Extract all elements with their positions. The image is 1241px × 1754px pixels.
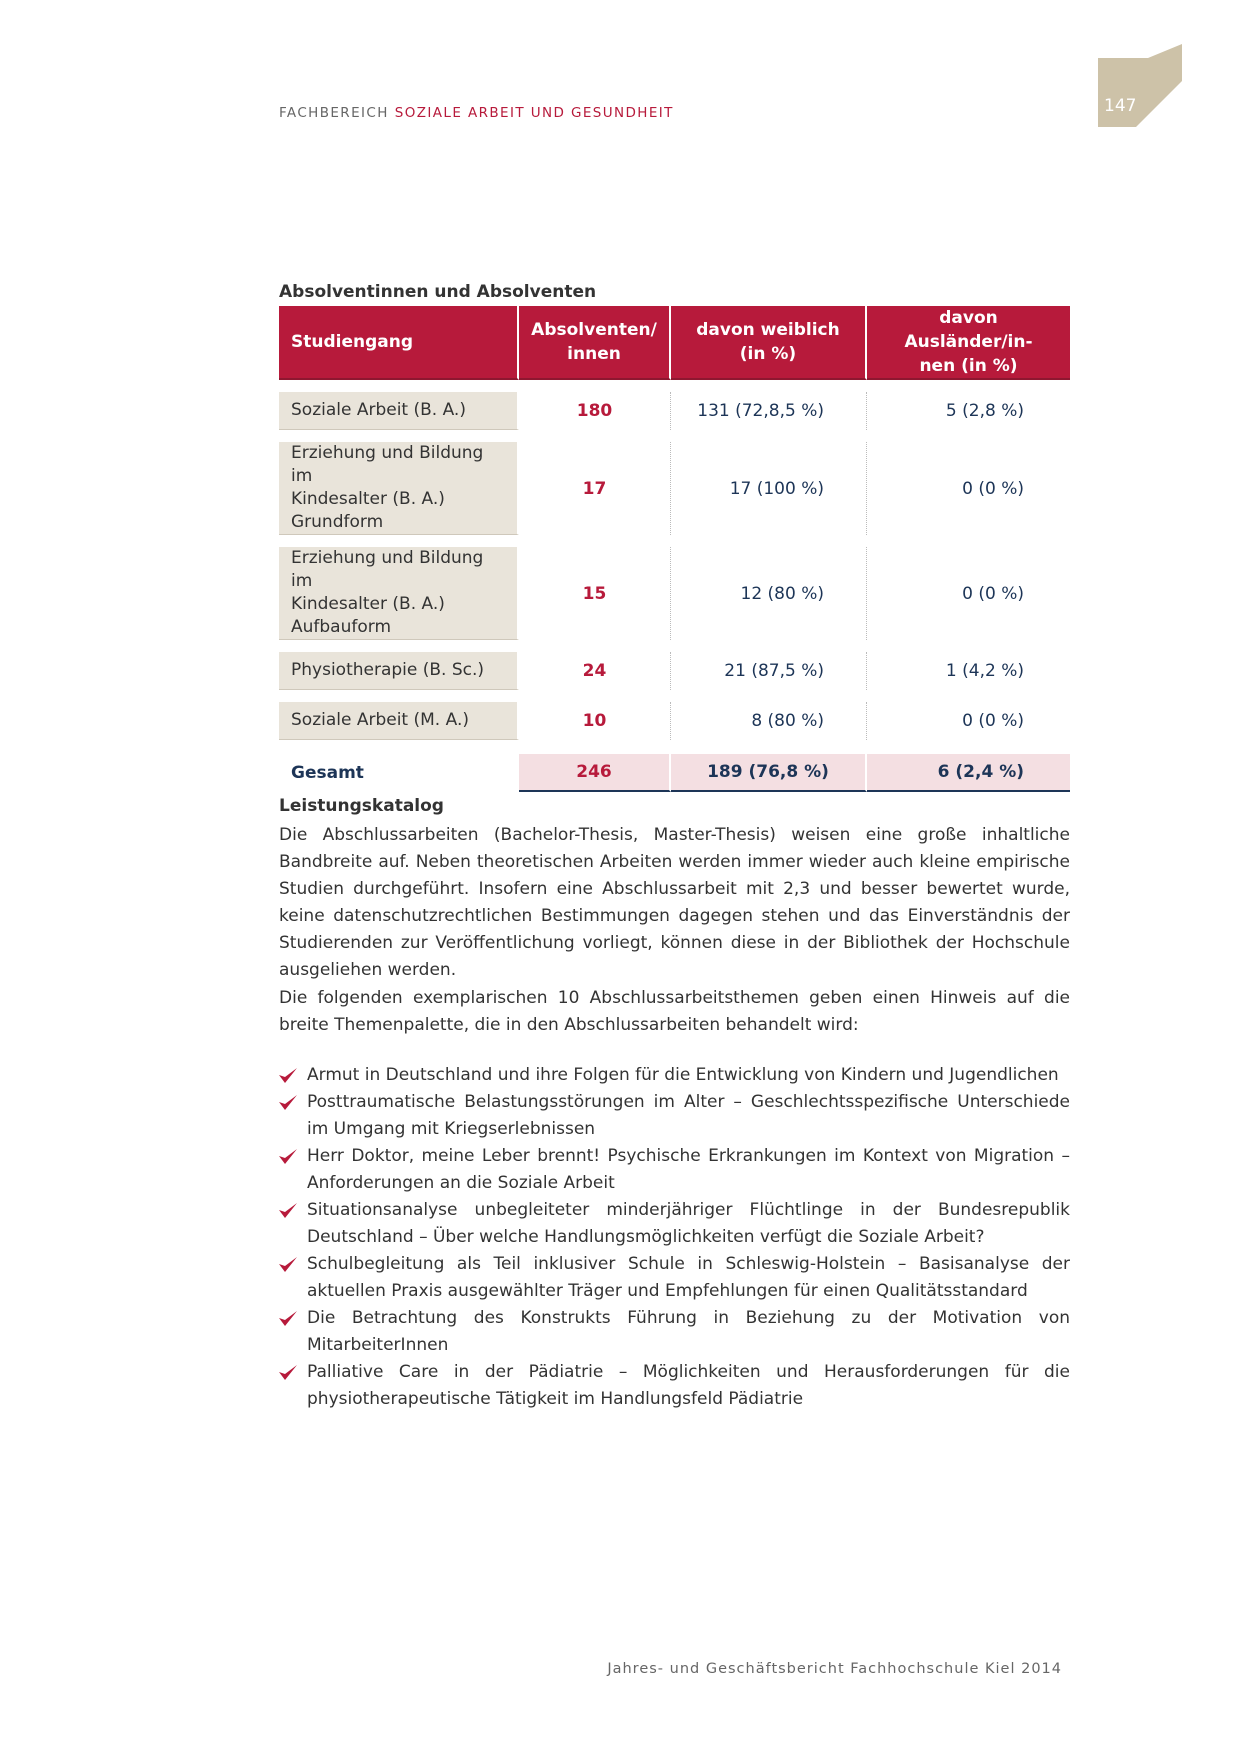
list-item xyxy=(279,1359,1070,1413)
row-program: Soziale Arbeit (M. A.) xyxy=(279,702,519,740)
row-program: Physiotherapie (B. Sc.) xyxy=(279,652,519,690)
topic-list xyxy=(279,1062,1070,1413)
row-foreign: 0 (0 %) xyxy=(962,478,1024,499)
list-item xyxy=(279,1143,1070,1197)
row-female: 17 (100 %) xyxy=(671,442,867,535)
row-foreign: 1 (4,2 %) xyxy=(945,661,1024,681)
checkmark-icon xyxy=(279,1257,297,1272)
graduates-table xyxy=(279,306,1070,792)
checkmark-icon xyxy=(279,1095,297,1110)
checkmark-icon xyxy=(279,1149,297,1164)
row-foreign: 0 (0 %) xyxy=(962,711,1024,731)
total-graduates: 246 xyxy=(519,754,671,792)
header-female: davon weiblich (in %) xyxy=(671,306,867,380)
row-foreign: 5 (2,8 %) xyxy=(945,401,1024,421)
row-graduates: 24 xyxy=(519,652,671,690)
catalog-heading: Leistungskatalog xyxy=(279,796,444,816)
topic-text: Herr Doktor, meine Leber brennt! Psychische Erkrankungen im Kontext von Migration – Anforderungen an die Soziale Arbeit xyxy=(307,1146,1070,1193)
page-footer: Jahres- und Geschäftsbericht Fachhochschule Kiel 2014 xyxy=(607,1661,1062,1677)
header-program: Studiengang xyxy=(279,306,519,380)
topic-text: Die Betrachtung des Konstrukts Führung in Beziehung zu der Motivation von MitarbeiterInnen xyxy=(307,1308,1070,1355)
row-graduates: 15 xyxy=(519,547,671,640)
row-graduates: 180 xyxy=(519,392,671,430)
list-item xyxy=(279,1089,1070,1143)
page-number: 147 xyxy=(1104,96,1137,116)
topic-text: Palliative Care in der Pädiatrie – Möglichkeiten und Herausforderungen für die physiotherapeutische Tätigkeit im Handlungsfeld Pädiatrie xyxy=(307,1362,1070,1409)
row-foreign: 0 (0 %) xyxy=(962,583,1024,604)
total-foreign: 6 (2,4 %) xyxy=(867,754,1070,792)
total-female: 189 (76,8 %) xyxy=(671,754,867,792)
table-row xyxy=(279,442,1070,535)
row-program: Erziehung und Bildung im Kindesalter (B. A.) Aufbauform xyxy=(279,547,519,640)
table-title: Absolventinnen und Absolventen xyxy=(279,282,597,302)
checkmark-icon xyxy=(279,1365,297,1380)
topic-text: Situationsanalyse unbegleiteter minderjähriger Flüchtlinge in der Bundesrepublik Deutschland – Über welche Handlungsmöglichkeiten verfügt die Soziale Arbeit? xyxy=(307,1200,1070,1247)
row-program: Erziehung und Bildung im Kindesalter (B. A.) Grundform xyxy=(279,442,519,535)
table-header-row xyxy=(279,306,1070,380)
row-female: 8 (80 %) xyxy=(671,702,867,740)
list-item xyxy=(279,1197,1070,1251)
header-department: SOZIALE ARBEIT UND GESUNDHEIT xyxy=(394,105,674,121)
checkmark-icon xyxy=(279,1068,297,1083)
row-graduates: 10 xyxy=(519,702,671,740)
catalog-paragraph-1: Die Abschlussarbeiten (Bachelor-Thesis, Master-Thesis) weisen eine große inhaltliche Bandbreite auf. Neben theoretischen Arbeiten werden immer wieder auch kleine empirische Studien durchgeführt. Insofern eine Abschlussarbeit mit 2,3 und besser bewertet wurde, keine datenschutzrechtlichen Bestimmungen dagegen stehen und das Einverständnis der Studierenden zur Veröffentlichung vorliegt, können diese in der Bibliothek der Hochschule ausgeliehen werden. xyxy=(279,825,1070,980)
list-item xyxy=(279,1305,1070,1359)
table-row xyxy=(279,652,1070,690)
table-row xyxy=(279,392,1070,430)
running-header xyxy=(279,105,674,121)
checkmark-icon xyxy=(279,1203,297,1218)
row-female: 21 (87,5 %) xyxy=(671,652,867,690)
catalog-paragraph-2: Die folgenden exemplarischen 10 Abschlussarbeitsthemen geben einen Hinweis auf die breite Themenpalette, die in den Abschlussarbeiten behandelt wird: xyxy=(279,988,1070,1035)
row-program: Soziale Arbeit (B. A.) xyxy=(279,392,519,430)
checkmark-icon xyxy=(279,1311,297,1326)
table-row xyxy=(279,547,1070,640)
list-item xyxy=(279,1062,1070,1089)
list-item xyxy=(279,1251,1070,1305)
topic-text: Schulbegleitung als Teil inklusiver Schule in Schleswig-Holstein – Basisanalyse der aktuellen Praxis ausgewählter Träger und Empfehlungen für einen Qualitätsstandard xyxy=(307,1254,1070,1301)
topic-text: Posttraumatische Belastungsstörungen im Alter – Geschlechtsspezifische Unterschiede im Umgang mit Kriegserlebnissen xyxy=(307,1092,1070,1139)
row-female: 131 (72,8,5 %) xyxy=(671,392,867,430)
topic-text: Armut in Deutschland und ihre Folgen für die Entwicklung von Kindern und Jugendlichen xyxy=(307,1065,1059,1085)
total-label: Gesamt xyxy=(279,754,519,792)
table-row xyxy=(279,702,1070,740)
table-total-row xyxy=(279,754,1070,792)
header-graduates: Absolventen/ innen xyxy=(519,306,671,380)
header-prefix: FACHBEREICH xyxy=(279,105,389,121)
row-graduates: 17 xyxy=(519,442,671,535)
row-female: 12 (80 %) xyxy=(671,547,867,640)
header-foreign: davon Ausländer/in- nen (in %) xyxy=(867,306,1070,380)
